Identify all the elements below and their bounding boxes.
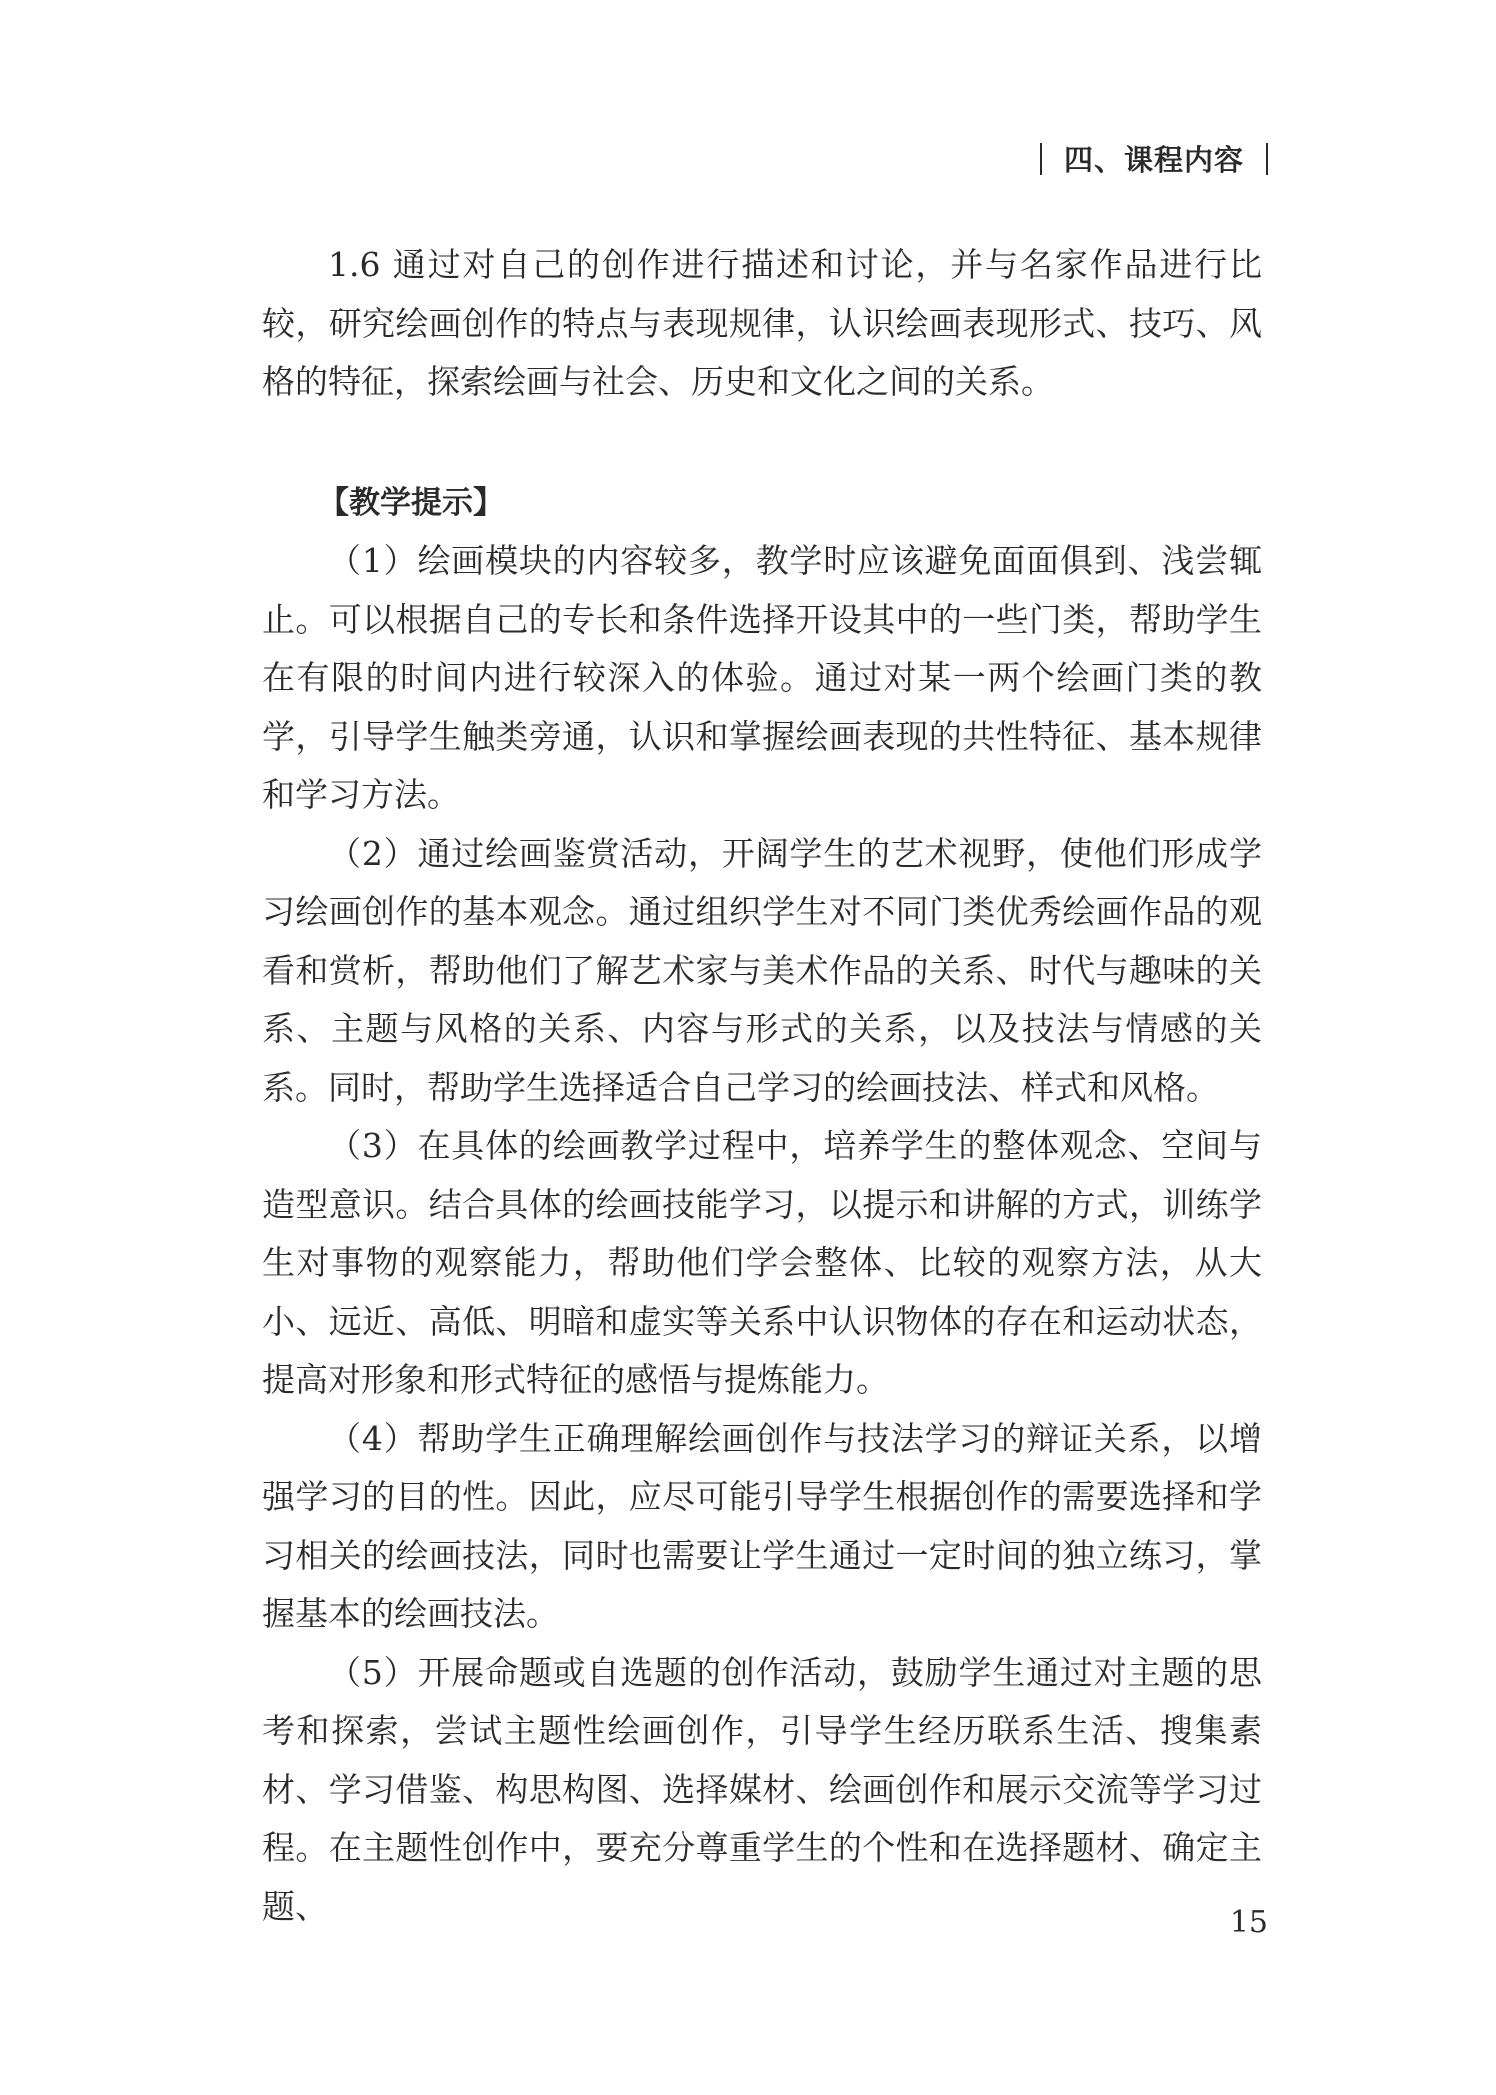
section-title: 【教学提示】: [318, 484, 504, 521]
page-number: 15: [1229, 1905, 1268, 1940]
tip-paragraph-4: （4）帮助学生正确理解绘画创作与技法学习的辩证关系，以增强学习的目的性。因此，应尽可能引导学生根据创作的需要选择和学习相关的绘画技法，同时也需要让学生通过一定时间的独立练习，掌握基本的绘画技法。: [262, 1418, 1262, 1633]
tip-paragraph-1: （1）绘画模块的内容较多，教学时应该避免面面俱到、浅尝辄止。可以根据自己的专长和条件选择开设其中的一些门类，帮助学生在有限的时间内进行较深入的体验。通过对某一两个绘画门类的教学，引导学生触类旁通，认识和掌握绘画表现的共性特征、基本规律和学习方法。: [262, 541, 1262, 814]
page-body: [262, 236, 1262, 1936]
header-right-rule: [1266, 143, 1268, 175]
intro-paragraph: 1.6 通过对自己的创作进行描述和讨论，并与名家作品进行比较，研究绘画创作的特点与表现规律，认识绘画表现形式、技巧、风格的特征，探索绘画与社会、历史和文化之间的关系。: [262, 245, 1262, 401]
tip-paragraph-2: （2）通过绘画鉴赏活动，开阔学生的艺术视野，使他们形成学习绘画创作的基本观念。通过组织学生对不同门类优秀绘画作品的观看和赏析，帮助他们了解艺术家与美术作品的关系、时代与趣味的关系、主题与风格的关系、内容与形式的关系，以及技法与情感的关系。同时，帮助学生选择适合自己学习的绘画技法、样式和风格。: [262, 833, 1262, 1107]
header-left-rule: [1040, 143, 1042, 175]
tip-paragraph-5: （5）开展命题或自选题的创作活动，鼓励学生通过对主题的思考和探索，尝试主题性绘画创作，引导学生经历联系生活、搜集素材、学习借鉴、构思构图、选择媒材、绘画创作和展示交流等学习过程。在主题性创作中，要充分尊重学生的个性和在选择题材、确定主题、: [262, 1652, 1262, 1926]
tip-paragraph-3: （3）在具体的绘画教学过程中，培养学生的整体观念、空间与造型意识。结合具体的绘画技能学习，以提示和讲解的方式，训练学生对事物的观察能力，帮助他们学会整体、比较的观察方法，从大小、远近、高低、明暗和虚实等关系中认识物体的存在和运动状态，提高对形象和形式特征的感悟与提炼能力。: [262, 1126, 1262, 1399]
chapter-title: 四、课程内容: [1063, 143, 1244, 177]
running-header: [1040, 138, 1268, 179]
